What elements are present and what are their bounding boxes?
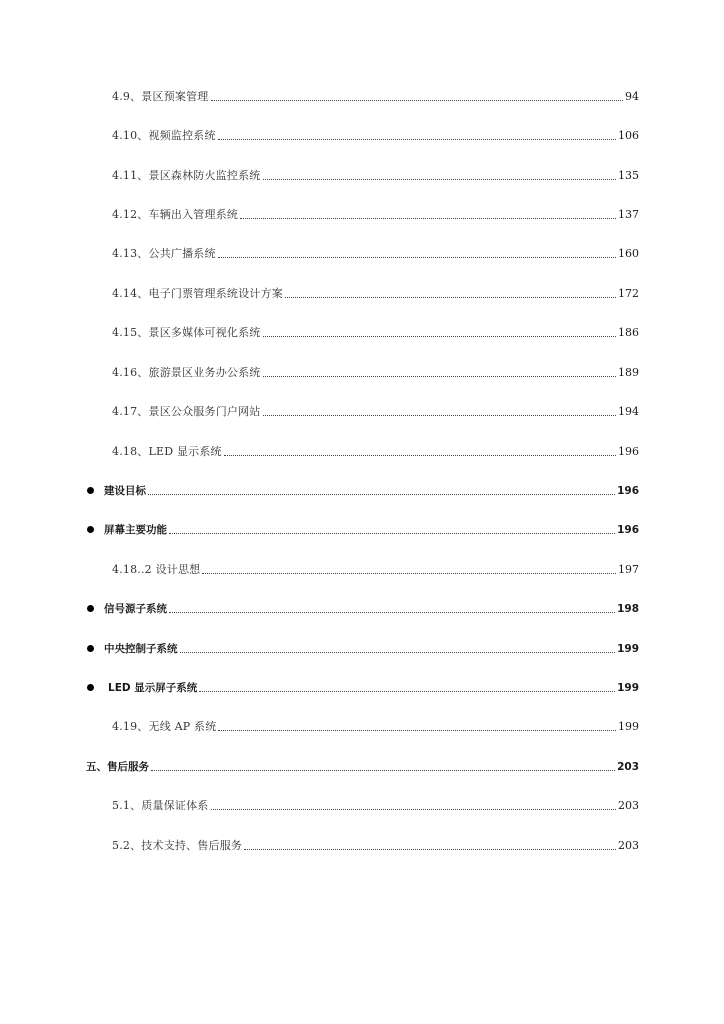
toc-entry-4-18-2[interactable]	[86, 561, 639, 577]
toc-page-number: 203	[618, 799, 639, 812]
toc-page-number: 198	[617, 603, 639, 615]
bullet-icon	[87, 605, 94, 612]
toc-page-number: 203	[618, 839, 639, 852]
bullet-icon	[87, 526, 94, 533]
toc-entry-text: 屏幕主要功能	[104, 524, 167, 536]
toc-entry-text: 4.10、视频监控系统	[112, 129, 216, 142]
toc-page-number: 197	[618, 563, 639, 576]
toc-page-number: 106	[618, 129, 639, 142]
dot-leader	[169, 611, 615, 613]
toc-entry-central-control[interactable]	[86, 640, 639, 656]
toc-entry-text: 4.16、旅游景区业务办公系统	[112, 366, 261, 379]
toc-page-number: 196	[617, 485, 639, 497]
toc-entry-4-9[interactable]	[86, 88, 639, 104]
toc-entry-text: 5.1、质量保证体系	[112, 799, 209, 812]
toc-entry-screen-functions[interactable]	[86, 521, 639, 537]
toc-page-number: 137	[618, 208, 639, 221]
dot-leader	[240, 217, 616, 219]
dot-leader	[263, 414, 617, 416]
toc-entry-text: 4.14、电子门票管理系统设计方案	[112, 287, 283, 300]
toc-page-number: 199	[617, 682, 639, 694]
toc-page-number: 194	[618, 405, 639, 418]
toc-entry-text: 4.13、公共广播系统	[112, 247, 216, 260]
toc-entry-4-12[interactable]	[86, 206, 639, 222]
toc-entry-4-16[interactable]	[86, 364, 639, 380]
toc-page-number: 199	[617, 643, 639, 655]
toc-entry-text: 五、售后服务	[86, 761, 149, 773]
dot-leader	[218, 729, 616, 731]
bullet-icon	[87, 684, 94, 691]
toc-page-number: 186	[618, 326, 639, 339]
toc-entry-4-18[interactable]	[86, 443, 639, 459]
dot-leader	[218, 256, 616, 258]
toc-entry-text: 中央控制子系统	[104, 643, 178, 655]
dot-leader	[263, 375, 617, 377]
dot-leader	[244, 848, 616, 850]
dot-leader	[169, 532, 615, 534]
toc-entry-led-screen[interactable]	[86, 679, 639, 695]
toc-entry-chapter-5[interactable]	[86, 758, 639, 774]
toc-page-number: 94	[625, 90, 639, 103]
toc-entry-text: 4.11、景区森林防火监控系统	[112, 169, 261, 182]
toc-page-number: 196	[617, 524, 639, 536]
toc-entry-4-15[interactable]	[86, 324, 639, 340]
toc-entry-4-11[interactable]	[86, 167, 639, 183]
dot-leader	[180, 651, 616, 653]
dot-leader	[211, 99, 624, 101]
toc-entry-text: 4.9、景区预案管理	[112, 90, 209, 103]
toc-entry-text: 5.2、技术支持、售后服务	[112, 839, 243, 852]
dot-leader	[148, 493, 615, 495]
toc-page-number: 203	[617, 761, 639, 773]
dot-leader	[199, 690, 615, 692]
dot-leader	[151, 769, 615, 771]
bullet-icon	[87, 487, 94, 494]
dot-leader	[285, 296, 616, 298]
toc-page-number: 172	[618, 287, 639, 300]
toc-entry-5-2[interactable]	[86, 837, 639, 853]
toc-entry-text: 4.15、景区多媒体可视化系统	[112, 326, 261, 339]
toc-entry-text: LED 显示屏子系统	[108, 682, 198, 694]
toc-entry-text: 4.18、LED 显示系统	[112, 445, 222, 458]
toc-page-number: 196	[618, 445, 639, 458]
toc-entry-text: 4.19、无线 AP 系统	[112, 720, 217, 733]
toc-entry-text: 4.12、车辆出入管理系统	[112, 208, 239, 221]
toc-entry-signal-source[interactable]	[86, 600, 639, 616]
toc-entry-4-17[interactable]	[86, 403, 639, 419]
toc-page-number: 160	[618, 247, 639, 260]
toc-entry-4-13[interactable]	[86, 245, 639, 261]
toc-entry-4-14[interactable]	[86, 285, 639, 301]
dot-leader	[263, 178, 617, 180]
toc-page-number: 199	[618, 720, 639, 733]
toc-entry-text: 4.17、景区公众服务门户网站	[112, 405, 261, 418]
bullet-icon	[87, 645, 94, 652]
toc-page-number: 135	[618, 169, 639, 182]
dot-leader	[202, 572, 616, 574]
dot-leader	[224, 454, 616, 456]
toc-entry-4-10[interactable]	[86, 127, 639, 143]
toc-entry-goals[interactable]	[86, 482, 639, 498]
toc-entry-text: 建设目标	[104, 485, 146, 497]
toc-entry-text: 4.18..2 设计思想	[112, 563, 201, 576]
toc-page-number: 189	[618, 366, 639, 379]
toc-entry-text: 信号源子系统	[104, 603, 167, 615]
toc-entry-4-19[interactable]	[86, 718, 639, 734]
dot-leader	[218, 138, 616, 140]
toc-entry-5-1[interactable]	[86, 797, 639, 813]
dot-leader	[211, 808, 617, 810]
dot-leader	[263, 335, 617, 337]
